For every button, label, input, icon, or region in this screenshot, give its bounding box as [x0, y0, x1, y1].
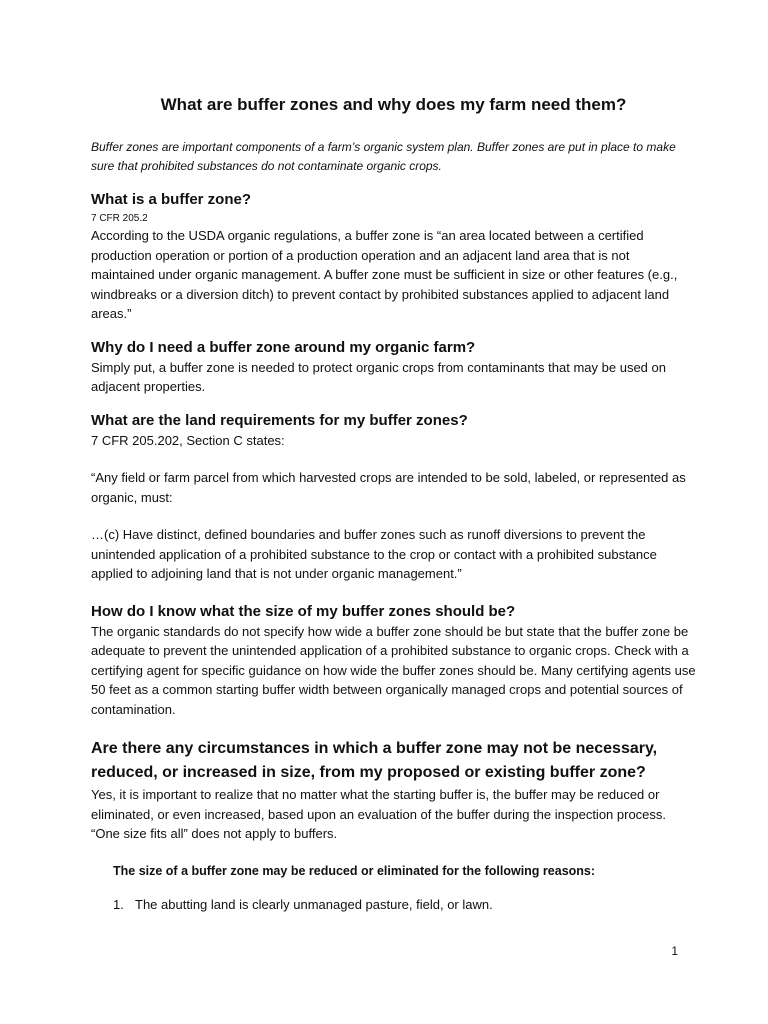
section-body: Simply put, a buffer zone is needed to protect organic crops from contaminants that may be used on adjacent properties. [91, 359, 666, 394]
section-quote: “Any field or farm parcel from which harvested crops are intended to be sold, labeled, or represented as organic, must: [91, 470, 686, 505]
list-item-number: 1. [113, 896, 124, 912]
page-title: What are buffer zones and why does my farm need them? [160, 95, 627, 114]
section-heading-what-is-buffer-zone: What is a buffer zone? [91, 191, 252, 208]
section-heading-circumstances: Are there any circumstances in which a buffer zone may not be necessary, reduced, or increased in size, from my proposed or existing buffer zone? [91, 740, 658, 781]
section-body: Yes, it is important to realize that no matter what the starting buffer is, the buffer may be reduced or eliminated, or even increased, based upon an evaluation of the buffer during the inspection process. “One size fits all” does not apply to buffers. [91, 787, 667, 841]
section-citation: 7 CFR 205.2 [91, 213, 148, 224]
section-heading-why-need-buffer: Why do I need a buffer zone around my organic farm? [91, 338, 476, 356]
page-number: 1 [671, 944, 678, 958]
list-intro: The size of a buffer zone may be reduced or eliminated for the following reasons: [113, 863, 596, 878]
section-body: According to the USDA organic regulations, a buffer zone is “an area located between a certified production operation or portion of a production operation and an adjacent land area that is not maintained under organic management. A buffer zone must be sufficient in size or other features (e.g., windbreaks or a diversion ditch) to prevent contact by prohibited substances applied to adjacent land areas.” [91, 228, 678, 321]
section-quote-continued: …(c) Have distinct, defined boundaries and buffer zones such as runoff diversions to prevent the unintended application of a prohibited substance to the crop or contact with a prohibited substance applied to adjoining land that is not under organic management.” [91, 527, 657, 581]
section-heading-land-requirements: What are the land requirements for my buffer zones? [91, 411, 468, 429]
list-item [113, 895, 696, 914]
section-body: The organic standards do not specify how wide a buffer zone should be but state that the buffer zone be adequate to prevent the unintended application of a prohibited substance to organic crops. Check with a certifying agent for specific guidance on how wide the buffer zones should be. Many certifying agents use 50 feet as a common starting buffer width between organically managed crops and potential sources of contamination. [91, 623, 696, 717]
section-citation: 7 CFR 205.202, Section C states: [91, 432, 285, 448]
list-item-text: The abutting land is clearly unmanaged pasture, field, or lawn. [135, 896, 493, 912]
section-heading-buffer-size: How do I know what the size of my buffer zones should be? [91, 602, 516, 620]
intro-paragraph: Buffer zones are important components of a farm’s organic system plan. Buffer zones are put in place to make sure that prohibited substances do not contaminate organic crops. [91, 140, 676, 173]
